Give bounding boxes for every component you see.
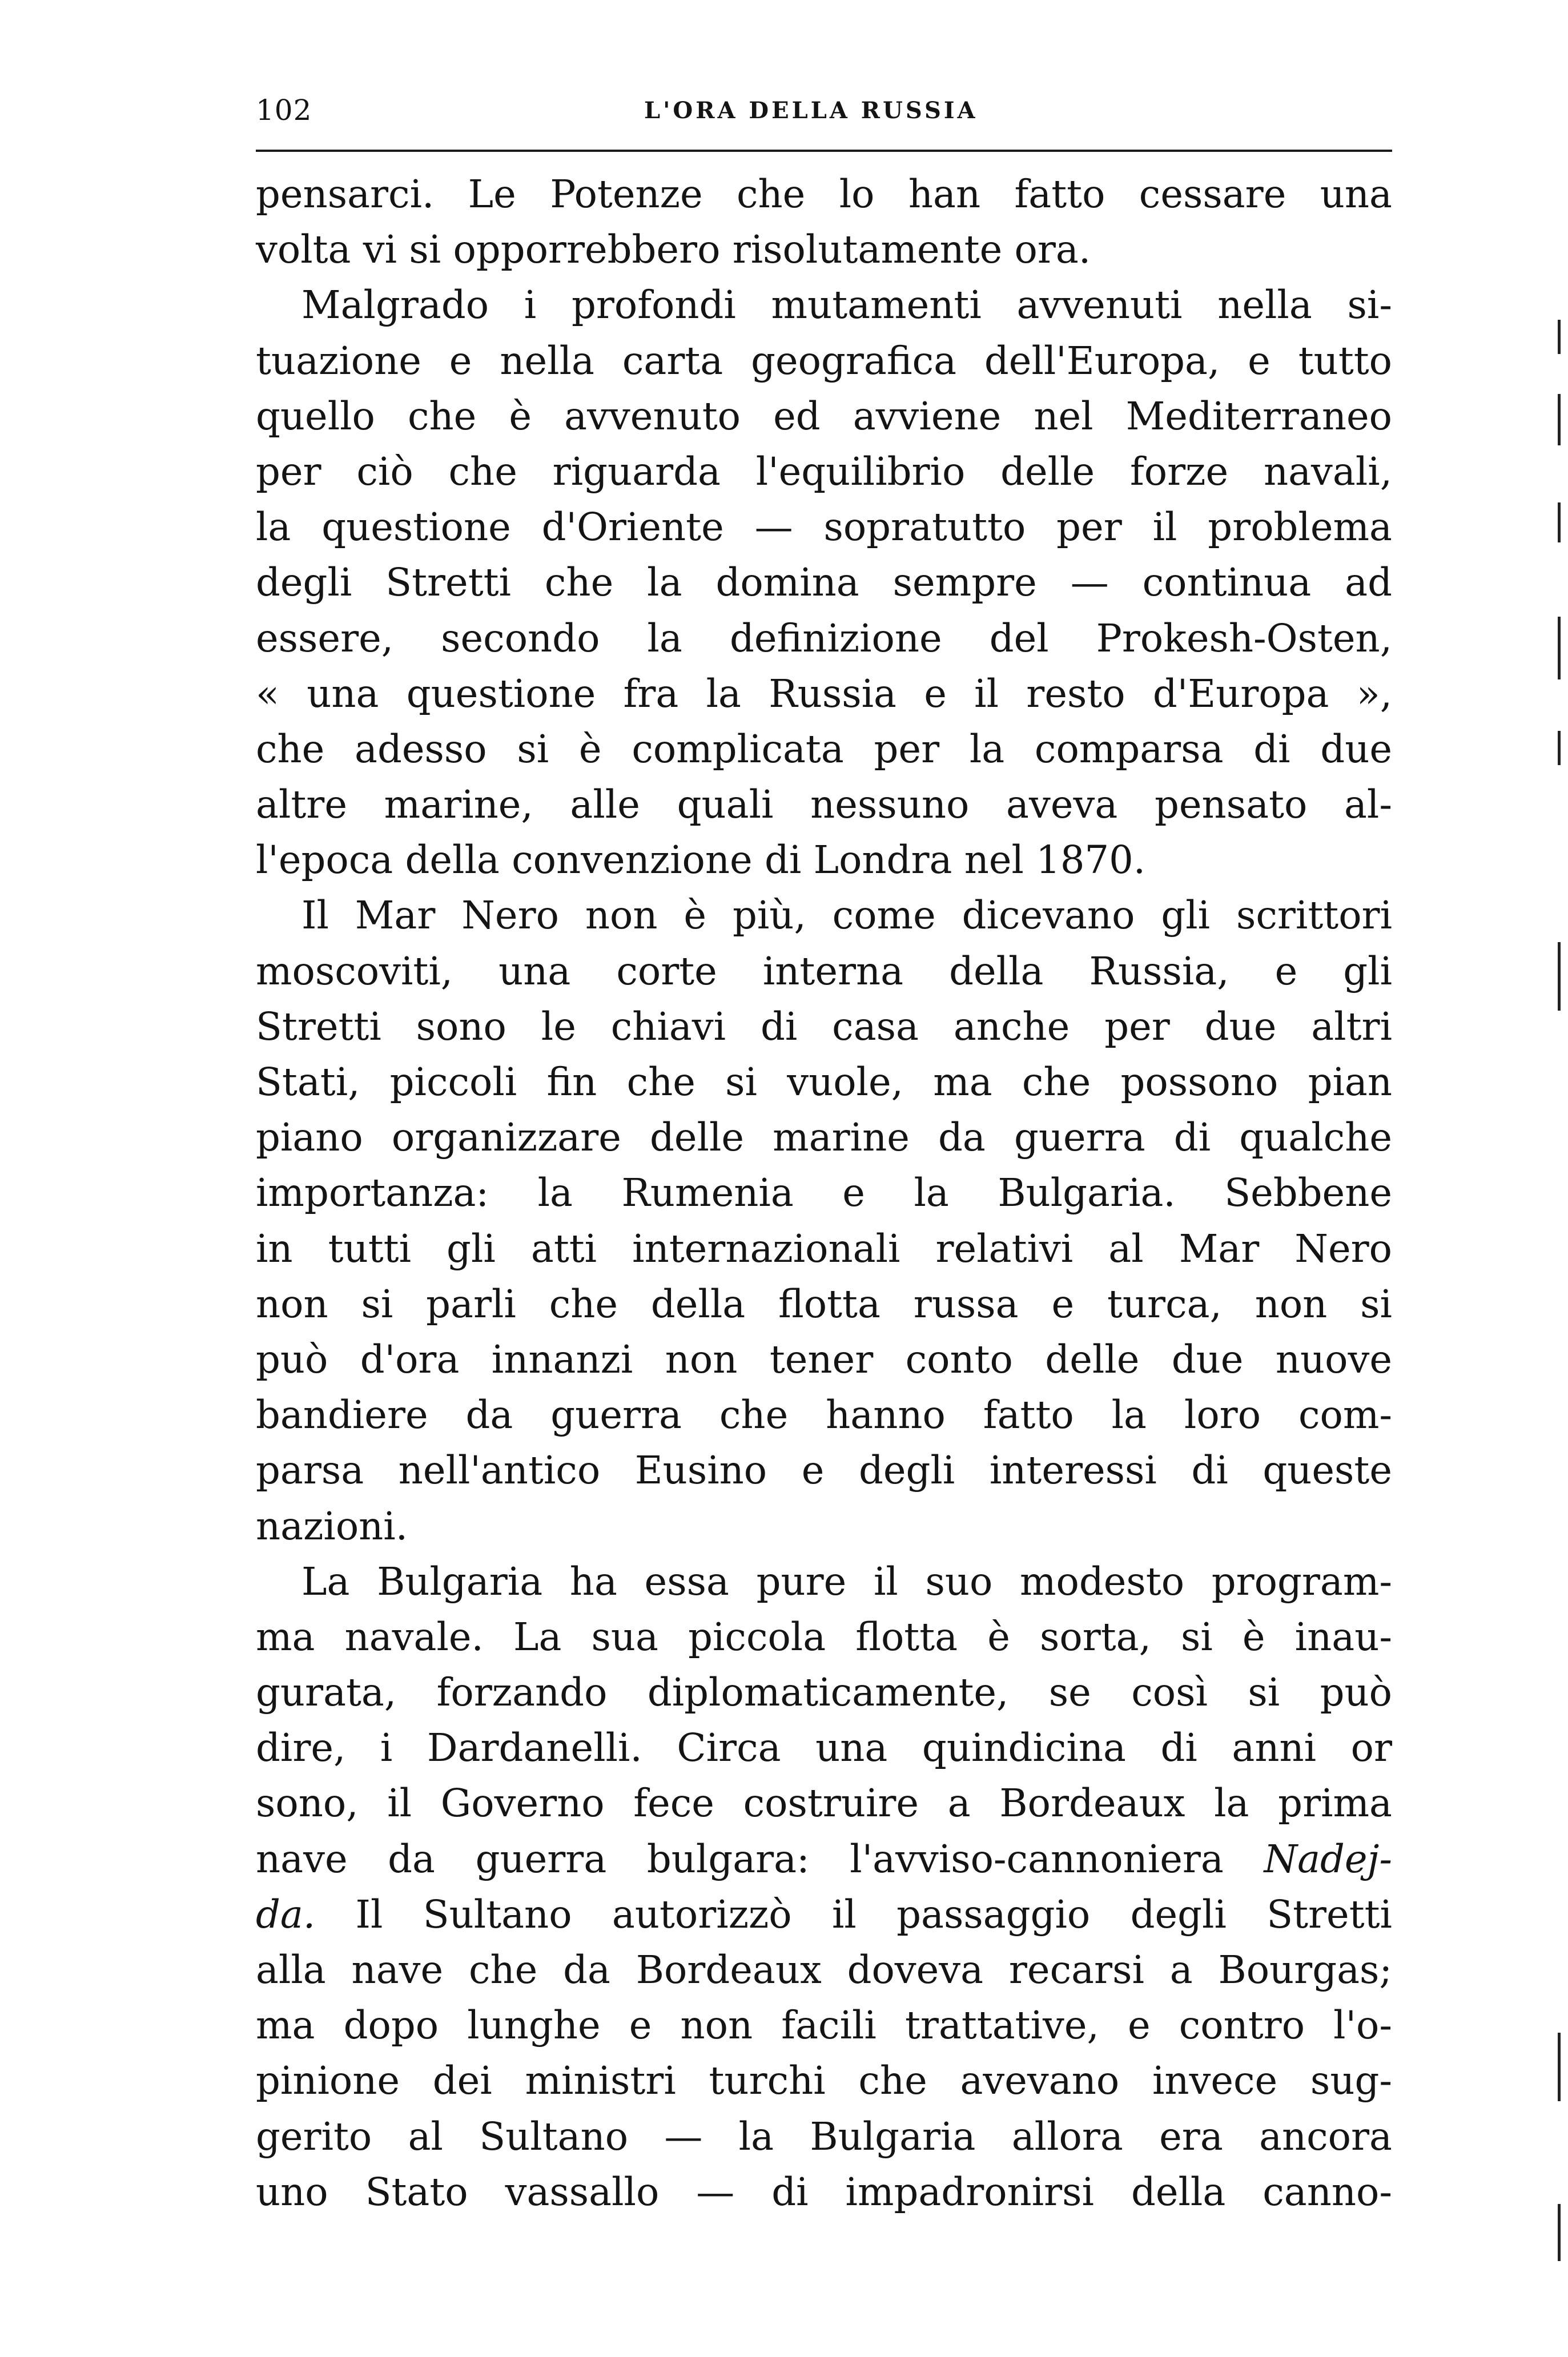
line-text: moscoviti, una corte interna della Russia, e gli	[256, 948, 1392, 994]
text-line	[256, 277, 1392, 333]
margin-mark	[1558, 942, 1561, 1011]
line-text: può d'ora innanzi non tener conto delle due nuove	[256, 1337, 1392, 1382]
text-line	[256, 1277, 1392, 1332]
margin-mark	[1558, 2204, 1561, 2261]
line-text: per ciò che riguarda l'equilibrio delle forze navali,	[256, 449, 1392, 494]
line-text: alla nave che da Bordeaux doveva recarsi a Bourgas;	[256, 1948, 1392, 1992]
line-text: piano organizzare delle marine da guerra di qualche	[256, 1115, 1392, 1160]
text-line	[256, 1942, 1392, 1998]
text-line	[256, 1832, 1392, 1887]
margin-mark	[1558, 394, 1561, 445]
text-line	[256, 1665, 1392, 1720]
text-line	[256, 167, 1392, 222]
line-text: ma navale. La sua piccola flotta è sorta, si è inau-	[256, 1614, 1392, 1659]
line-text: pinione dei ministri turchi che avevano invece sug-	[256, 2058, 1392, 2103]
line-text: degli Stretti che la domina sempre — continua ad	[256, 560, 1392, 605]
line-text: che adesso si è complicata per la comparsa di due	[256, 726, 1392, 771]
text-line	[256, 389, 1392, 444]
text-line	[256, 1110, 1392, 1165]
text-line	[256, 222, 1392, 277]
text-line	[256, 1055, 1392, 1110]
text-line	[256, 999, 1392, 1055]
line-text: pensarci. Le Potenze che lo han fatto cessare una	[256, 172, 1392, 216]
running-title: L'ORA DELLA RUSSIA	[644, 97, 978, 124]
line-text: essere, secondo la definizione del Prokesh-Osten,	[256, 616, 1392, 661]
running-header	[256, 86, 1392, 138]
text-line	[256, 666, 1392, 722]
text-line	[256, 1998, 1392, 2053]
text-line	[256, 1610, 1392, 1665]
line-text: La Bulgaria ha essa pure il suo modesto program-	[301, 1559, 1392, 1604]
line-text: parsa nell'antico Eusino e degli interessi di queste	[256, 1448, 1392, 1493]
line-text: gurata, forzando diplomaticamente, se così si può	[256, 1670, 1392, 1715]
text-line	[256, 2053, 1392, 2109]
margin-mark	[1558, 502, 1561, 542]
text-line	[256, 1443, 1392, 1498]
text-line	[256, 2165, 1392, 2220]
text-line	[256, 555, 1392, 610]
line-text: Il Mar Nero non è più, come dicevano gli scrittori	[301, 893, 1392, 938]
margin-mark	[1558, 617, 1561, 679]
margin-mark	[1558, 320, 1561, 354]
line-text: nave da guerra bulgara: l'avviso-cannoniera	[256, 1836, 1224, 1881]
text-line	[256, 1720, 1392, 1776]
text-line	[256, 832, 1392, 888]
page-number: 102	[256, 94, 312, 127]
line-text: nazioni.	[256, 1503, 408, 1548]
text-line	[256, 777, 1392, 832]
line-text: sono, il Governo fece costruire a Bordeaux la prima	[256, 1781, 1392, 1826]
line-text: altre marine, alle quali nessuno aveva pensato al-	[256, 782, 1392, 827]
line-text: tuazione e nella carta geografica dell'Europa, e tutto	[256, 338, 1392, 383]
text-line	[256, 888, 1392, 943]
line-text: gerito al Sultano — la Bulgaria allora era ancora	[256, 2114, 1392, 2159]
text-line	[256, 1499, 1392, 1554]
text-line	[256, 1165, 1392, 1221]
line-text: volta vi si opporrebbero risolutamente ora.	[256, 227, 1091, 272]
margin-mark	[1558, 2033, 1561, 2101]
line-text: « una questione fra la Russia e il resto d'Europa »,	[256, 671, 1392, 716]
text-line	[256, 944, 1392, 999]
line-text: non si parli che della flotta russa e turca, non si	[256, 1281, 1392, 1326]
italic-word: da.	[256, 1892, 316, 1937]
text-line	[256, 722, 1392, 777]
text-line	[256, 333, 1392, 389]
line-text: la questione d'Oriente — sopratutto per il problema	[256, 505, 1392, 550]
line-text: ma dopo lunghe e non facili trattative, e contro l'o-	[256, 2003, 1392, 2048]
text-line	[256, 611, 1392, 666]
line-text: uno Stato vassallo — di impadronirsi della canno-	[256, 2169, 1392, 2214]
line-text: bandiere da guerra che hanno fatto la loro com-	[256, 1393, 1392, 1438]
text-line	[256, 1776, 1392, 1831]
italic-word: Nadej-	[1264, 1836, 1392, 1881]
margin-mark	[1558, 731, 1561, 765]
text-line	[256, 1887, 1392, 1942]
body-text	[256, 167, 1392, 2220]
text-line	[256, 444, 1392, 500]
text-line	[256, 500, 1392, 555]
line-text: dire, i Dardanelli. Circa una quindicina di anni or	[256, 1725, 1392, 1771]
line-text: Stati, piccoli fin che si vuole, ma che possono pian	[256, 1060, 1392, 1104]
text-line	[256, 1387, 1392, 1443]
text-line	[256, 2109, 1392, 2165]
line-text: l'epoca della convenzione di Londra nel 1870.	[256, 838, 1146, 883]
line-text: importanza: la Rumenia e la Bulgaria. Sebbene	[256, 1171, 1392, 1216]
line-text: Il Sultano autorizzò il passaggio degli Stretti	[355, 1892, 1392, 1937]
text-line	[256, 1554, 1392, 1610]
line-text: in tutti gli atti internazionali relativi al Mar Nero	[256, 1226, 1392, 1271]
header-rule	[256, 150, 1392, 152]
line-text: Malgrado i profondi mutamenti avvenuti nella si-	[301, 283, 1392, 328]
line-text: Stretti sono le chiavi di casa anche per due altri	[256, 1004, 1392, 1049]
text-line	[256, 1332, 1392, 1387]
line-text: quello che è avvenuto ed avviene nel Mediterraneo	[256, 393, 1392, 439]
text-line	[256, 1221, 1392, 1277]
